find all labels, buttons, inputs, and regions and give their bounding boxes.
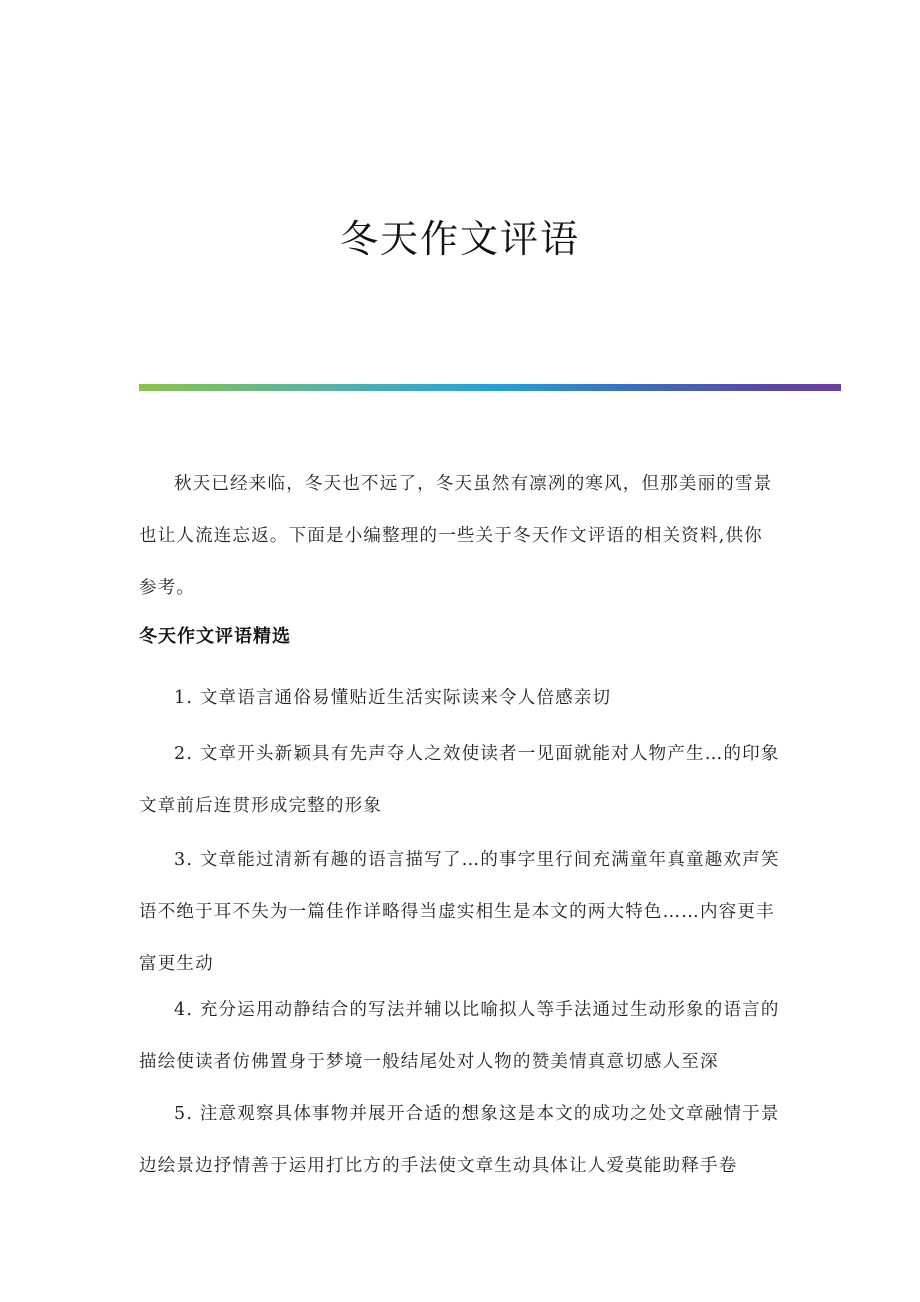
section-heading: 冬天作文评语精选 bbox=[139, 626, 291, 647]
list-item bbox=[139, 984, 781, 1088]
list-item-text: 2. 文章开头新颖具有先声夺人之效使读者一见面就能对人物产生…的印象文章前后连贯形成完整的形象 bbox=[139, 744, 780, 816]
list-item-text: 1. 文章语言通俗易懂贴近生活实际读来令人倍感亲切 bbox=[174, 688, 612, 708]
list-item bbox=[139, 672, 781, 724]
list-item bbox=[139, 1088, 781, 1192]
document-title: 冬天作文评语 bbox=[339, 217, 580, 261]
intro-text: 秋天已经来临，冬天也不远了，冬天虽然有凛冽的寒风，但那美丽的雪景也让人流连忘返。下面是小编整理的一些关于冬天作文评语的相关资料,供你参考。 bbox=[139, 474, 773, 598]
intro-paragraph bbox=[139, 458, 781, 614]
list-item bbox=[139, 834, 781, 990]
list-item-text: 4. 充分运用动静结合的写法并辅以比喻拟人等手法通过生动形象的语言的描绘使读者仿佛置身于梦境一般结尾处对人物的赞美情真意切感人至深 bbox=[139, 1000, 780, 1072]
list-item-text: 3. 文章能过清新有趣的语言描写了…的事字里行间充满童年真童趣欢声笑语不绝于耳不失为一篇佳作详略得当虚实相生是本文的两大特色……内容更丰富更生动 bbox=[139, 850, 780, 974]
title-divider bbox=[139, 384, 841, 391]
list-item-text: 5. 注意观察具体事物并展开合适的想象这是本文的成功之处文章融情于景边绘景边抒情善于运用打比方的手法使文章生动具体让人爱莫能助释手卷 bbox=[139, 1104, 780, 1176]
list-item bbox=[139, 728, 781, 832]
